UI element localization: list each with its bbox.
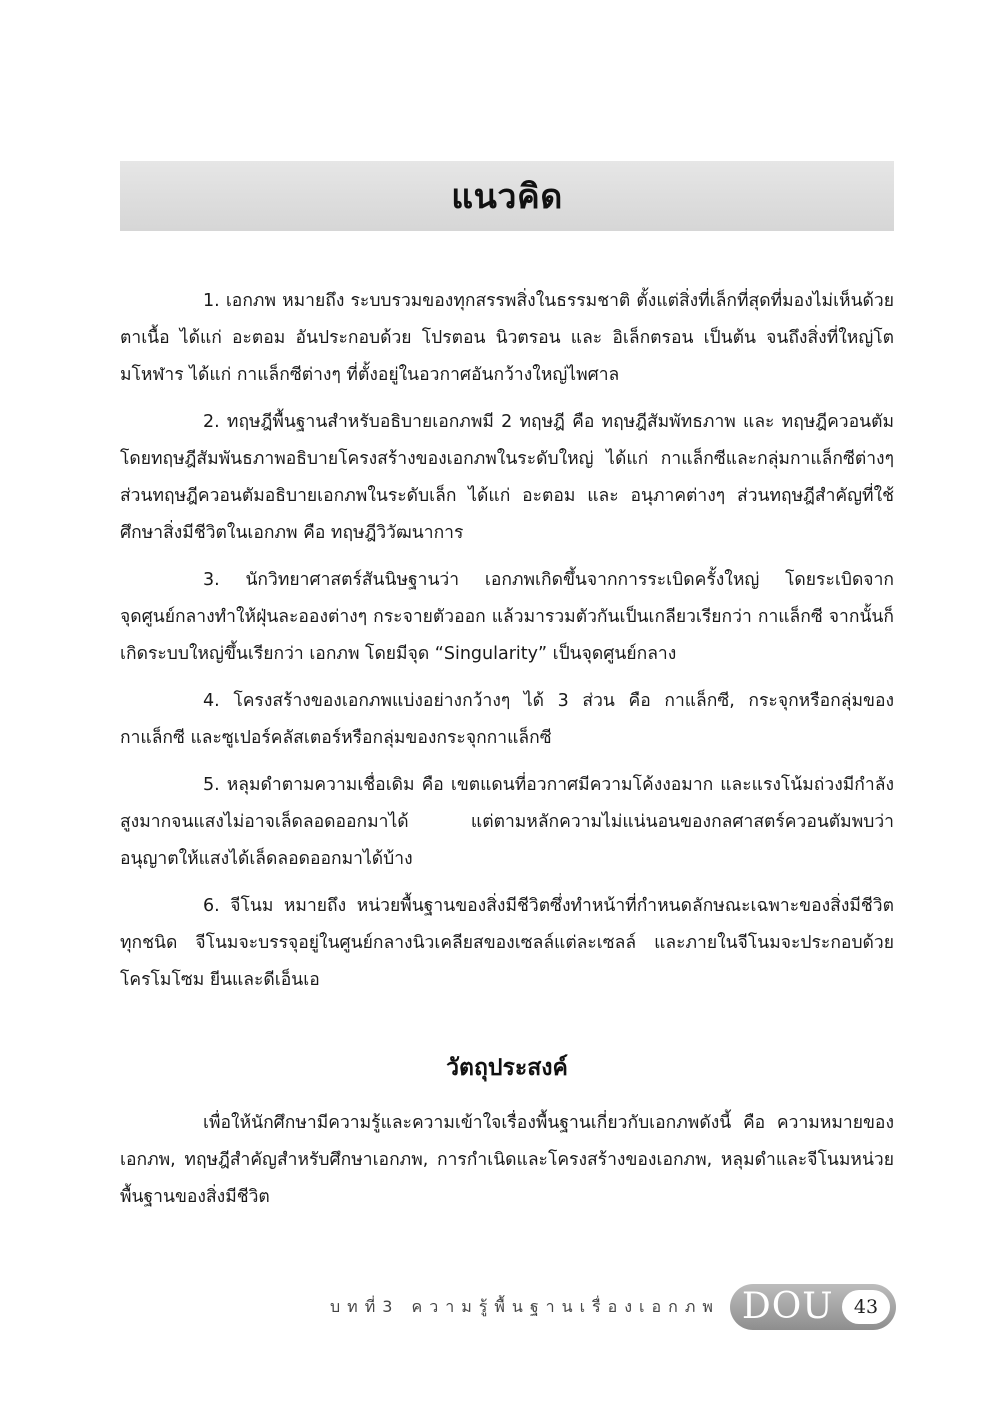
concept-item: 3. นักวิทยาศาสตร์สันนิษฐานว่า เอกภพเกิดขึ้นจากการระเบิดครั้งใหญ่ โดยระเบิดจากจุดศูนย์กลางทำให้ฝุ่นละอองต่างๆ กระจายตัวออก แล้วมารวมตัวกันเป็นเกลียวเรียกว่า กาแล็กซี จากนั้นก็เกิดระบบใหญ่ขึ้นเรียกว่า เอกภพ โดยมีจุด “Singularity” เป็นจุดศูนย์กลาง xyxy=(120,570,894,664)
page-heading: แนวคิด xyxy=(451,177,563,217)
concept-item: 2. ทฤษฎีพื้นฐานสำหรับอธิบายเอกภพมี 2 ทฤษฎี คือ ทฤษฎีสัมพัทธภาพ และ ทฤษฎีควอนตัม โดยทฤษฎีสัมพันธภาพอธิบายโครงสร้างของเอกภพในระดับใหญ่ ได้แก่ กาแล็กซีและกลุ่มกาแล็กซีต่างๆ ส่วนทฤษฎีควอนตัมอธิบายเอกภพในระดับเล็ก ได้แก่ อะตอม และ อนุภาคต่างๆ ส่วนทฤษฎีสำคัญที่ใช้ศึกษาสิ่งมีชีวิตในเอกภพ คือ ทฤษฎีวิวัฒนาการ xyxy=(120,412,894,543)
dou-logo: DOU xyxy=(741,1286,834,1327)
objective-heading: วัตถุประสงค์ xyxy=(446,1055,568,1081)
page-footer xyxy=(330,1282,896,1332)
concept-item: 1. เอกภพ หมายถึง ระบบรวมของทุกสรรพสิ่งในธรรมชาติ ตั้งแต่สิ่งที่เล็กที่สุดที่มองไม่เห็นด้วยตาเนื้อ ได้แก่ อะตอม อันประกอบด้วย โปรตอน นิวตรอน และ อิเล็กตรอน เป็นต้น จนถึงสิ่งที่ใหญ่โตมโหฬาร ได้แก่ กาแล็กซีต่างๆ ที่ตั้งอยู่ในอวกาศอันกว้างใหญ่ไพศาล xyxy=(120,291,894,385)
concepts-list xyxy=(120,283,894,1009)
page-number: 43 xyxy=(842,1290,890,1324)
chapter-title: บทที่3 ความรู้พื้นฐานเรื่องเอกภพ xyxy=(330,1296,720,1316)
concept-item: 5. หลุมดำตามความเชื่อเดิม คือ เขตแดนที่อวกาศมีความโค้งงอมาก และแรงโน้มถ่วงมีกำลังสูงมากจนแสงไม่อาจเล็ดลอดออกมาได้ แต่ตามหลักความไม่แน่นอนของกลศาสตร์ควอนตัมพบว่า อนุญาตให้แสงได้เล็ดลอดออกมาได้บ้าง xyxy=(120,775,894,869)
concept-item: 4. โครงสร้างของเอกภพแบ่งอย่างกว้างๆ ได้ 3 ส่วน คือ กาแล็กซี, กระจุกหรือกลุ่มของกาแล็กซี และซูเปอร์คลัสเตอร์หรือกลุ่มของกระจุกกาแล็กซี xyxy=(120,691,894,748)
dou-badge xyxy=(730,1284,896,1330)
objective-text: เพื่อให้นักศึกษามีความรู้และความเข้าใจเรื่องพื้นฐานเกี่ยวกับเอกภพดังนี้ คือ ความหมายของเอกภพ, ทฤษฎีสำคัญสำหรับศึกษาเอกภพ, การกำเนิดและโครงสร้างของเอกภพ, หลุมดำและจีโนมหน่วยพื้นฐานของสิ่งมีชีวิต xyxy=(120,1113,894,1207)
concept-item: 6. จีโนม หมายถึง หน่วยพื้นฐานของสิ่งมีชีวิตซึ่งทำหน้าที่กำหนดลักษณะเฉพาะของสิ่งมีชีวิตทุกชนิด จีโนมจะบรรจุอยู่ในศูนย์กลางนิวเคลียสของเซลล์แต่ละเซลล์ และภายในจีโนมจะประกอบด้วยโครโมโซม ยีนและดีเอ็นเอ xyxy=(120,896,894,990)
heading-bar xyxy=(120,161,894,231)
